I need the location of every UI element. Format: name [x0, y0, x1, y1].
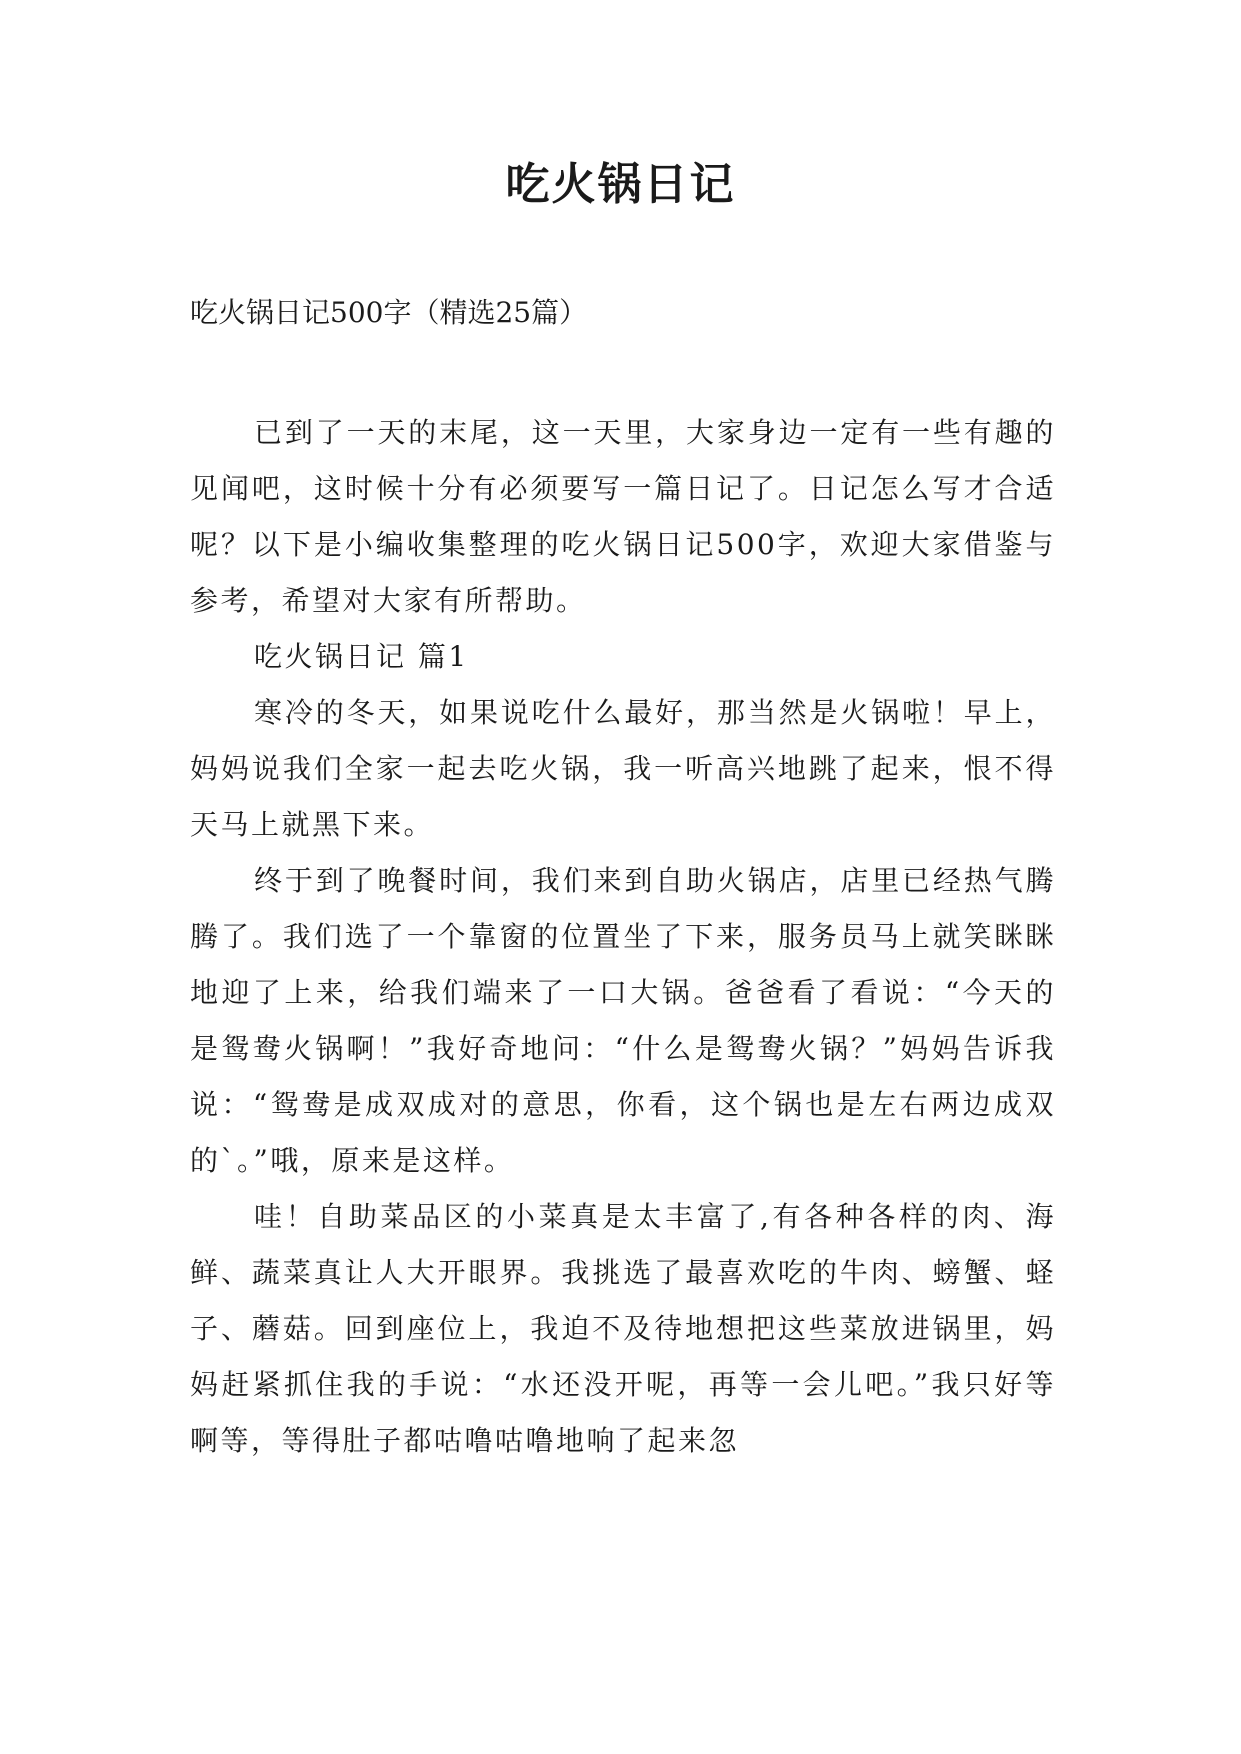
document-body — [190, 405, 1056, 1469]
document-subtitle: 吃火锅日记500字（精选25篇） — [190, 296, 588, 329]
document-title: 吃火锅日记 — [505, 159, 736, 210]
body-paragraph: 终于到了晚餐时间，我们来到自助火锅店，店里已经热气腾腾了。我们选了一个靠窗的位置坐了下来，服务员马上就笑眯眯地迎了上来，给我们端来了一口大锅。爸爸看了看说：“今天的是鸳鸯火锅啊！”我好奇地问：“什么是鸳鸯火锅？”妈妈告诉我说：“鸳鸯是成双成对的意思，你看，这个锅也是左右两边成双的`。”哦，原来是这样。 — [190, 864, 1056, 1177]
body-paragraph: 寒冷的冬天，如果说吃什么最好，那当然是火锅啦！早上，妈妈说我们全家一起去吃火锅，我一听高兴地跳了起来，恨不得天马上就黑下来。 — [190, 696, 1056, 841]
body-paragraph: 哇！自助菜品区的小菜真是太丰富了,有各种各样的肉、海鲜、蔬菜真让人大开眼界。我挑选了最喜欢吃的牛肉、螃蟹、蛏子、蘑菇。回到座位上，我迫不及待地想把这些菜放进锅里，妈妈赶紧抓住我的手说：“水还没开呢，再等一会儿吧。”我只好等啊等，等得肚子都咕噜咕噜地响了起来忽 — [190, 1200, 1056, 1457]
section-heading: 吃火锅日记 篇1 — [254, 640, 469, 673]
intro-paragraph: 已到了一天的末尾，这一天里，大家身边一定有一些有趣的见闻吧，这时候十分有必须要写一篇日记了。日记怎么写才合适呢？以下是小编收集整理的吃火锅日记500字，欢迎大家借鉴与参考，希望对大家有所帮助。 — [190, 416, 1056, 617]
